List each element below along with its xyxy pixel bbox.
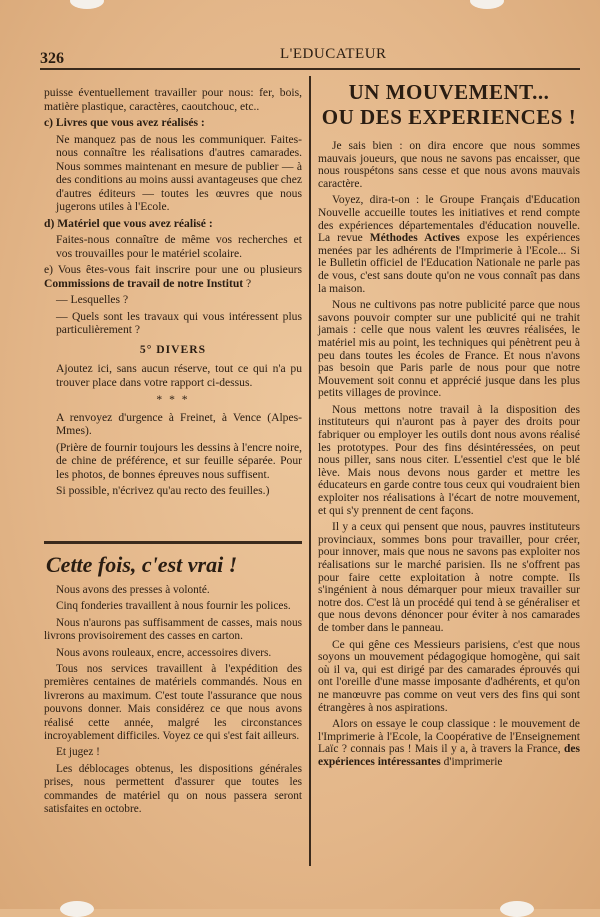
paragraph: Nous ne cultivons pas notre publicité parce que nous savons pouvoir compter sur une publicité qui ne trahit jamais : celle que nous valent les œuvres réalisées, le matériel mis au point, les techniques qui pénètrent peu à peu dans toutes les écoles de France. Et nous n'avons pas besoin que Paris parle de nous pour que notre Mouvement soit connu et apprécié jusque dans les plus petits villages de province. bbox=[318, 299, 580, 400]
binding-hole bbox=[60, 901, 94, 917]
article-paragraph: Nous avons des presses à volonté. bbox=[56, 584, 210, 596]
article-paragraph: Nous n'aurons pas suffisamment de casses, mais nous livrons provisoirement des casses en carton. bbox=[44, 616, 302, 643]
article-paragraph: Cinq fonderies travaillent à nous fournir les polices. bbox=[56, 600, 291, 613]
recto-note: Si possible, n'écrivez qu'au recto des feuilles.) bbox=[56, 484, 270, 497]
article-headline: UN MOUVEMENT... OU DES EXPERIENCES ! bbox=[321, 80, 577, 129]
article-paragraph: Les déblocages obtenus, les dispositions générales prises, nous permettent d'assurer que toutes les commandes de matériel qu on nous passera seront satisfaites en octobre. bbox=[44, 762, 302, 816]
article-paragraph: Et jugez ! bbox=[56, 746, 100, 759]
binding-hole bbox=[500, 901, 534, 917]
section-e-question: — Lesquelles ? bbox=[56, 293, 129, 306]
intro-text: puisse éventuellement travailler pour nous: fer, bois, matière plastique, caractères, caoutchouc, etc.. bbox=[44, 86, 302, 113]
page-header bbox=[40, 44, 580, 68]
article-title: Cette fois, c'est vrai ! bbox=[46, 552, 238, 577]
mouvement-article bbox=[318, 140, 580, 773]
paragraph: Je sais bien : on dira encore que nous sommes mauvais joueurs, que nous ne savons pas encaisser, que nous rouspétons sans cesse et que nous avons mauvais caractère. bbox=[318, 140, 580, 190]
column-rule bbox=[309, 76, 311, 866]
binding-hole bbox=[470, 0, 504, 9]
section-d-body: Faites-nous connaître de même vos recherches et vos trouvailles pour le matériel scolaire. bbox=[56, 233, 302, 260]
drawing-instructions: (Prière de fournir toujours les dessins à l'encre noire, de chine de préférence, et sur feuille séparée. Pour les photos, de bonnes épreuves nous suffisent. bbox=[56, 440, 302, 481]
paragraph: Nous mettons notre travail à la disposition des instituteurs qui n'auront pas à payer des droits pour fabriquer ou employer les outils dont nous avons réalisé les prototypes. Pour des fins désintéressées, on peut nous piller, sans nous citer. L'essentiel c'est que le blé lève. Mais nous devons nous garder et mettre les éducateurs en garde contre tous ceux qui voudraient bien exploiter nos réalisations à l'écart de notre mouvement, et qui s'y prennent de cent façons. bbox=[318, 403, 580, 517]
divers-body: Ajoutez ici, sans aucun réserve, tout ce qui n'a pu trouver place dans votre rapport ci-dessus. bbox=[56, 362, 302, 389]
questionnaire-column bbox=[44, 86, 302, 501]
section-divider bbox=[44, 541, 302, 544]
article-paragraph: Tous nos services travaillent à l'expédition des premières centaines de matériels commandés. Nous en livrerons au maximum. C'est toute l'assurance que nous pouvons donner. Mais considérez ce que nous avons réalisé cette année, malgré les circonstances incroyablement difficiles. Voyez ce qui s'est fait ailleurs. bbox=[44, 663, 302, 743]
return-address: A renvoyez d'urgence à Freinet, à Vence (Alpes-Mmes). bbox=[56, 410, 302, 437]
page-number: 326 bbox=[40, 50, 64, 67]
journal-title: L'EDUCATEUR bbox=[280, 46, 387, 62]
article-paragraph: Nous avons rouleaux, encre, accessoires divers. bbox=[56, 646, 272, 659]
section-e-question: — Quels sont les travaux qui vous intéressent plus particulièrement ? bbox=[56, 309, 302, 336]
cette-fois-article bbox=[44, 584, 302, 820]
binding-hole bbox=[70, 0, 104, 9]
header-rule bbox=[40, 68, 580, 70]
section-c-title: c) Livres que vous avez réalisés : bbox=[44, 116, 205, 129]
paragraph: Il y a ceux qui pensent que nous, pauvres instituteurs provinciaux, sommes bons pour travailler, pour créer, pour innover, mais que nous ne savons pas exploiter nos réalisations sur le marché parisien. Ils ne s'offrent pas pour faire cette exploitation à notre compte. Ils s'ingénient à nous démarquer pour mieux travailler sur notre dos. C'est là un procédé qui tend à se généraliser et que nous devons dénoncer pour éviter à nos camarades de tomber dans le panneau. bbox=[318, 521, 580, 634]
paragraph: Ce qui gêne ces Messieurs parisiens, c'est que nous soyons un mouvement pédagogique homogène, qui sait où il va, qui est dirigé par des camarades éprouvés qui ont l'oreille d'une masse imposante d'adhérents, et qu'on ne manœuvre pas comme on veut vers des fins qui sont étrangères à nos aspirations. bbox=[318, 638, 580, 714]
divers-title: 5° DIVERS bbox=[139, 342, 207, 356]
paragraph: Voyez, dira-t-on : le Groupe Français d'Education Nouvelle accueille toutes les initiatives et rend compte des expériences départementales d'éducation nouvelle. La revue Méthodes Actives expose les expériences menées par les adhérents de l'Imprimerie à l'Ecole... Si le Bulletin officiel de l'Education Nationale ne parle pas de vous, c'est sans doute qu'on ne vous connaît pas dans la maison. bbox=[318, 194, 581, 295]
section-c-body: Ne manquez pas de nous les communiquer. Faites-nous connaître les réalisations d'autres camarades. Nous sommes maintenant en mesure de publier — à des conditions au moins aussi avantageuses que chez d'autres éditeurs — toutes les œuvres que nous jugerons utiles à l'Ecole. bbox=[56, 132, 302, 213]
section-d-title: d) Matériel que vous avez réalisé : bbox=[44, 216, 213, 230]
asterism: * * * bbox=[156, 393, 190, 406]
paragraph: Alors on essaye le coup classique : le mouvement de l'Imprimerie à l'Ecole, la Coopérative de l'Enseignement Laïc ? connais pas ! Mais il y a, à travers la France, des expériences intéressantes d'imprimerie bbox=[318, 718, 580, 768]
section-e-body: e) Vous êtes-vous fait inscrire pour une ou plusieurs Commissions de travail de notre Institut ? bbox=[44, 263, 302, 290]
